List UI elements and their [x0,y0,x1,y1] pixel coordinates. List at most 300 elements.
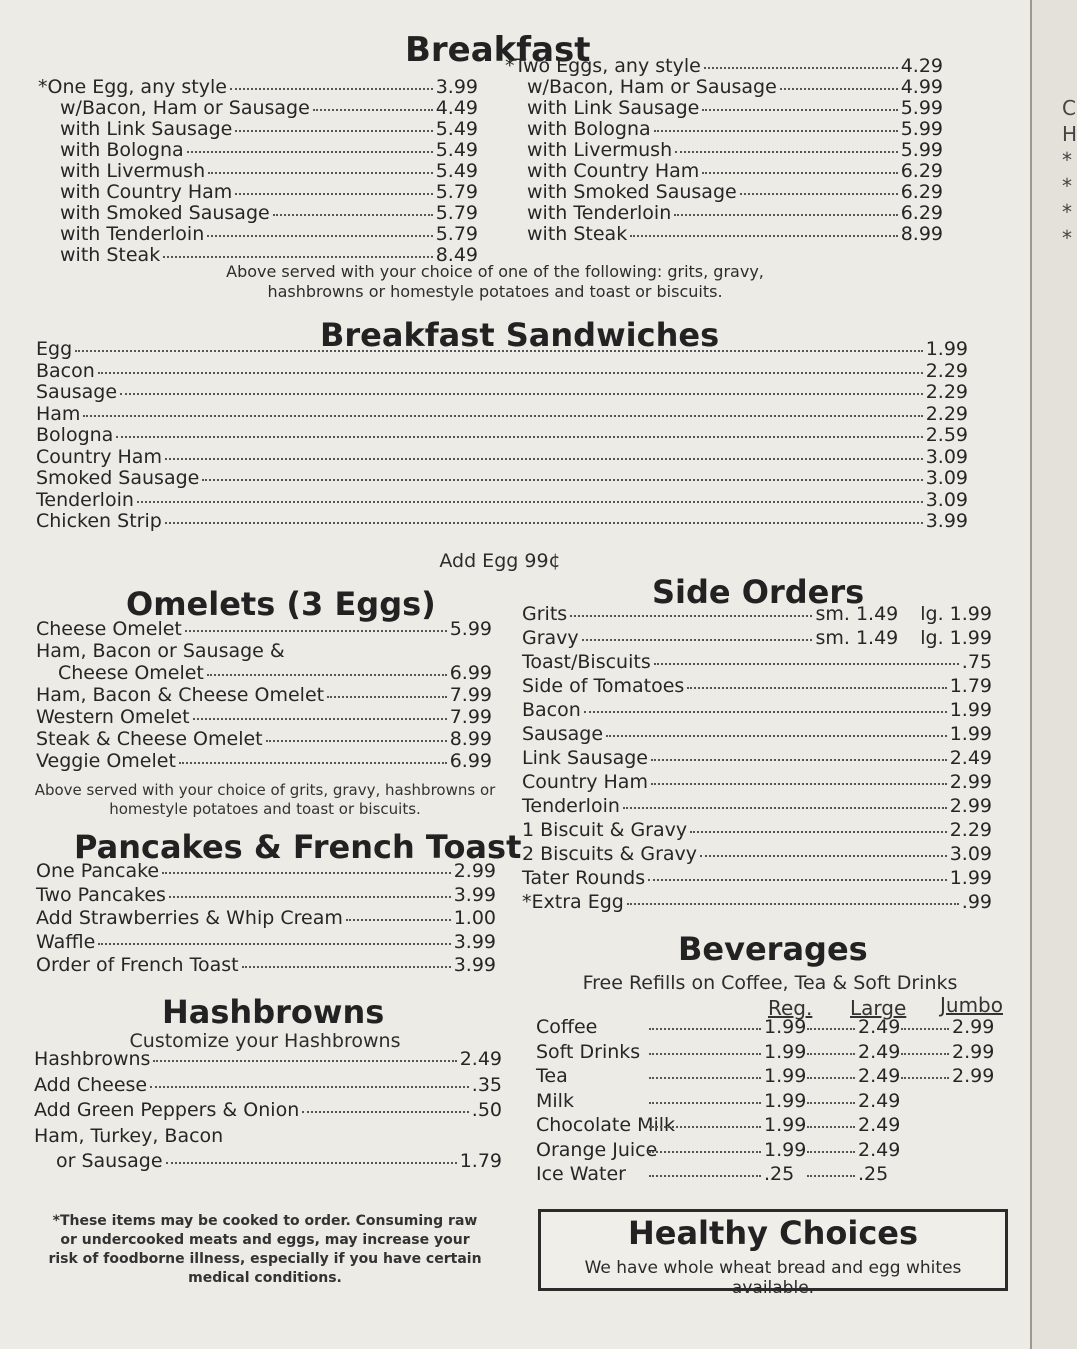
sandwiches-title: Breakfast Sandwiches [320,316,720,354]
item-price: 1.00 [453,907,496,929]
item-price: 2.29 [925,402,968,425]
healthy-choices-box [538,1209,1008,1298]
edge-char: C [1062,96,1076,120]
menu-row [36,909,496,928]
menu-row [36,708,492,727]
dot-leader [570,615,812,617]
price-large: 2.49 [858,1016,901,1038]
item-name: Ham [36,402,81,425]
item-name: with Bologna [60,139,184,161]
item-name: *One Egg, any style [38,76,227,98]
menu-row [522,773,992,792]
beverages-title: Beverages [678,930,868,968]
item-price: 6.29 [900,160,943,182]
dot-leader [654,663,959,665]
item-name: *Extra Egg [522,891,624,913]
dot-leader [630,235,897,237]
beverages-subtitle: Free Refills on Coffee, Tea & Soft Drinks [582,972,958,994]
dot-leader [649,1077,761,1079]
dot-leader [187,151,433,153]
price-large: 2.49 [858,1138,901,1161]
item-name: with Steak [60,244,161,266]
dot-leader [704,67,898,69]
menu-row [36,642,492,661]
item-name: Sausage [36,381,118,403]
price-reg: 1.99 [764,1016,807,1038]
item-price: 3.09 [925,488,968,511]
disclaimer [45,1212,485,1288]
dot-leader [169,896,451,898]
item-price: 8.99 [900,223,943,245]
item-price: 5.49 [435,139,478,161]
item-name: Add Cheese [34,1073,148,1096]
dot-leader [780,88,898,90]
item-name: Country Ham [522,771,648,793]
item-name: w/Bacon, Ham or Sausage [60,97,310,119]
item-name: Soft Drinks [536,1040,641,1063]
item-name: Side of Tomatoes [522,675,685,697]
beverage-row [536,1116,1016,1135]
item-price: 5.79 [435,202,478,224]
item-name: Waffle [36,930,96,953]
menu-row [36,620,492,639]
menu-row [36,730,492,749]
dot-leader [901,1077,949,1079]
item-price: 3.09 [949,843,992,865]
item-price: 3.09 [925,467,968,489]
healthy-choices-title: Healthy Choices [627,1214,919,1252]
item-name: Two Pancakes [36,883,166,906]
item-name: with Livermush [527,139,673,161]
healthy-choices-text: We have whole wheat bread and egg whites available. [584,1258,962,1298]
price-reg: 1.99 [764,1065,807,1087]
item-name: with Steak [527,223,628,245]
dot-leader [179,762,447,764]
item-name: Coffee [536,1016,598,1038]
dot-leader [266,740,447,742]
item-name: Add Strawberries & Whip Cream [36,907,343,929]
dot-leader [690,831,947,833]
dot-leader [687,687,946,689]
item-price: 5.49 [435,118,478,140]
price-large: 2.49 [858,1065,901,1087]
price-reg: 1.99 [764,1138,807,1161]
item-price: 3.99 [453,883,496,906]
dot-leader [807,1077,855,1079]
edge-char: * [1062,200,1072,224]
dot-leader [98,372,923,374]
beverage-header-reg: Reg. [768,996,813,1020]
item-price: 6.29 [900,181,943,203]
item-name: Milk [536,1089,574,1112]
beverage-row [536,1040,1016,1063]
item-name: Steak & Cheese Omelet [36,728,263,750]
item-name: Ham, Bacon or Sausage & [36,640,285,662]
dot-leader [207,235,432,237]
item-name: Tenderloin [36,488,134,511]
menu-row [505,120,943,139]
dot-leader [649,1175,761,1177]
dot-leader [98,943,450,945]
dot-leader [116,436,922,438]
dot-leader [302,1111,469,1113]
item-price: 3.09 [925,445,968,468]
menu-row [36,664,492,683]
item-name: with Country Ham [527,160,700,182]
dot-leader [700,855,947,857]
item-name: Order of French Toast [36,954,239,976]
menu-row [36,752,492,771]
item-price: sm. 1.49 [815,603,899,625]
dot-leader [83,415,922,417]
item-price: 2.49 [459,1048,502,1070]
item-name: Cheese Omelet [36,618,182,640]
dot-leader [807,1102,855,1104]
menu-row [36,686,492,705]
menu-row [522,869,992,888]
item-price: 6.99 [449,750,492,772]
item-name: *Two Eggs, any style [505,55,701,77]
dot-leader [648,879,947,881]
item-name: Toast/Biscuits [522,651,651,673]
dot-leader [807,1175,855,1177]
menu-row [505,141,943,160]
menu-row [34,1073,502,1096]
disclaimer-line2: or undercooked meats and eggs, may increase your [60,1232,470,1248]
breakfast-note-line1: Above served with your choice of one of the following: grits, gravy, [226,262,764,281]
item-name: 1 Biscuit & Gravy [522,819,688,841]
item-price: 1.79 [949,675,992,697]
menu-row [38,225,478,244]
item-price: 6.99 [449,662,492,684]
dot-leader [675,151,898,153]
item-price: 2.29 [949,819,992,841]
item-name: Bologna [36,424,114,446]
menu-row [522,821,992,840]
price-reg: 1.99 [764,1040,807,1063]
dot-leader [313,109,433,111]
disclaimer-line4: medical conditions. [188,1270,342,1286]
dot-leader [163,256,432,258]
dot-leader [162,872,451,874]
dot-leader [674,214,897,216]
item-name: Tea [536,1065,568,1087]
menu-row [505,225,943,244]
item-name: Country Ham [36,445,162,468]
item-price: .99 [961,891,992,913]
item-name: with Country Ham [60,181,233,203]
menu-row [38,183,478,202]
item-price: 5.99 [900,97,943,119]
menu-row [34,1050,502,1069]
dot-leader [235,130,432,132]
item-price: 2.99 [949,771,992,793]
item-name: Gravy [522,627,579,649]
item-price: .35 [471,1073,502,1096]
item-name: Sausage [522,723,604,745]
menu-row [522,893,992,912]
menu-row [38,120,478,139]
item-price: 2.29 [925,381,968,403]
item-name: with Smoked Sausage [60,202,270,224]
item-name: 2 Biscuits & Gravy [522,843,698,865]
menu-row [36,445,968,468]
dot-leader [207,674,447,676]
item-price-large: lg. 1.99 [920,603,992,625]
dot-leader [649,1053,761,1055]
item-price: 5.99 [900,139,943,161]
dot-leader [807,1028,855,1030]
item-price: 3.99 [453,954,496,976]
dot-leader [208,172,433,174]
item-name: or Sausage [56,1150,163,1172]
item-name: Chocolate Milk [536,1114,676,1136]
beverage-row [536,1018,1016,1037]
menu-row [38,141,478,160]
menu-row [38,204,478,223]
dot-leader [807,1053,855,1055]
price-large: 2.49 [858,1089,901,1112]
menu-row [36,862,496,881]
item-price: 3.99 [453,930,496,953]
pancakes-title: Pancakes & French Toast [74,828,522,866]
disclaimer-line1: *These items may be cooked to order. Consuming raw [52,1213,478,1229]
dot-leader [327,696,447,698]
beverage-header-jumbo: Jumbo [940,993,1003,1017]
menu-row [522,653,992,672]
dot-leader [654,130,898,132]
menu-row [36,383,968,402]
item-name: Smoked Sausage [36,467,200,489]
dot-leader [582,639,813,641]
item-price: 1.99 [925,338,968,360]
dot-leader [166,1162,457,1164]
item-price: 2.29 [925,359,968,382]
menu-row [36,488,968,511]
item-price: 4.49 [435,97,478,119]
edge-char: * [1062,226,1072,250]
price-jumbo: 2.99 [952,1065,995,1087]
price-reg: 1.99 [764,1089,807,1112]
dot-leader [185,630,447,632]
item-price: 5.99 [900,118,943,140]
dot-leader [165,522,923,524]
beverage-row [536,1165,1016,1184]
menu-row [522,749,992,768]
price-jumbo: 2.99 [952,1040,995,1063]
dot-leader [242,966,451,968]
dot-leader [627,903,959,905]
menu-row [36,359,968,382]
dot-leader [649,1151,761,1153]
item-price-large: lg. 1.99 [920,627,992,649]
breakfast-note-line2: hashbrowns or homestyle potatoes and toast or biscuits. [267,282,723,301]
menu-row [505,183,943,202]
menu-row [522,701,992,720]
menu-row [522,725,992,744]
menu-row [36,426,968,445]
breakfast-title: Breakfast [405,30,591,70]
dot-leader [901,1028,949,1030]
item-price: 1.79 [459,1150,502,1172]
dot-leader [273,214,433,216]
item-name: Hashbrowns [34,1048,151,1070]
dot-leader [651,783,947,785]
item-name: Bacon [36,359,95,382]
menu-row [36,469,968,488]
menu-row [522,605,992,624]
menu-row [505,57,943,76]
beverage-row [536,1138,1016,1161]
item-price: 5.49 [435,160,478,182]
item-price: 1.99 [949,699,992,721]
item-price: 3.99 [435,76,478,98]
menu-row [522,629,992,648]
dot-leader [901,1053,949,1055]
menu-row [38,99,478,118]
item-name: Egg [36,338,73,360]
dot-leader [606,735,947,737]
dot-leader [165,458,923,460]
item-price: 7.99 [449,684,492,706]
dot-leader [346,919,451,921]
item-name: Bacon [522,699,581,721]
edge-char: * [1062,148,1072,172]
dot-leader [235,193,432,195]
item-name: Ham, Bacon & Cheese Omelet [36,684,325,706]
item-name: with Tenderloin [527,202,672,224]
hashbrowns-title: Hashbrowns [162,993,385,1031]
omelets-title: Omelets (3 Eggs) [126,585,436,623]
omelets-note-line1: Above served with your choice of grits, gravy, hashbrowns or [34,781,496,799]
item-name: Tater Rounds [522,867,646,889]
item-name: Ham, Turkey, Bacon [34,1124,224,1147]
edge-char: * [1062,174,1072,198]
menu-row [34,1152,502,1171]
item-price: 1.99 [949,723,992,745]
menu-row [36,402,968,425]
menu-row [505,78,943,97]
dot-leader [584,711,947,713]
item-price: 5.99 [449,618,492,640]
price-large: 2.49 [858,1040,901,1063]
item-name: Orange Juice [536,1138,658,1161]
item-price: 5.79 [435,181,478,203]
item-name: with Link Sausage [60,118,233,140]
price-large: .25 [858,1163,889,1185]
item-name: Cheese Omelet [58,662,204,684]
item-price: 4.99 [900,76,943,98]
item-price: 6.29 [900,202,943,224]
menu-row [36,956,496,975]
dot-leader [623,807,947,809]
menu-row [522,677,992,696]
dot-leader [202,479,922,481]
item-price: 2.99 [949,795,992,817]
dot-leader [153,1060,456,1062]
item-price: sm. 1.49 [815,627,899,649]
menu-row [505,204,943,223]
dot-leader [137,501,923,503]
menu-row [505,99,943,118]
menu-row [36,883,496,906]
dot-leader [807,1126,855,1128]
dot-leader [702,109,897,111]
dot-leader [120,393,923,395]
item-price: 8.99 [449,728,492,750]
item-name: with Smoked Sausage [527,181,737,203]
dot-leader [740,193,898,195]
price-jumbo: 2.99 [952,1016,995,1038]
item-name: with Livermush [60,160,206,182]
dot-leader [649,1102,761,1104]
item-name: One Pancake [36,860,160,882]
menu-row [522,797,992,816]
item-name: Western Omelet [36,706,190,728]
beverage-header-large: Large [850,996,907,1020]
add-egg-note: Add Egg 99¢ [439,550,561,572]
item-name: Veggie Omelet [36,750,176,772]
item-name: with Tenderloin [60,223,205,245]
dot-leader [193,718,447,720]
menu-row [34,1124,502,1147]
dot-leader [651,759,947,761]
side-orders-title: Side Orders [652,573,865,611]
item-price: .75 [961,651,992,673]
item-name: with Link Sausage [527,97,700,119]
item-price: 7.99 [449,706,492,728]
dot-leader [230,88,433,90]
menu-row [38,78,478,97]
price-large: 2.49 [858,1114,901,1136]
dot-leader [702,172,897,174]
menu-row [522,845,992,864]
item-price: .50 [471,1099,502,1121]
menu-row [36,512,968,531]
dot-leader [649,1028,761,1030]
item-price: 4.29 [900,55,943,77]
item-name: Link Sausage [522,747,648,769]
price-reg: .25 [764,1163,795,1185]
item-price: 8.49 [435,244,478,266]
disclaimer-line3: risk of foodborne illness, especially if you have certain [48,1251,482,1267]
item-name: w/Bacon, Ham or Sausage [527,76,777,98]
adjacent-page-edge [1030,0,1077,1349]
edge-char: H [1062,122,1077,146]
item-price: 2.99 [453,860,496,882]
menu-row [34,1101,502,1120]
beverage-row [536,1067,1016,1086]
item-price: 1.99 [949,867,992,889]
menu-row [505,162,943,181]
item-name: with Bologna [527,118,651,140]
item-name: Tenderloin [522,795,620,817]
item-price: 2.59 [925,424,968,446]
item-name: Grits [522,603,568,625]
menu-row [38,162,478,181]
item-name: Add Green Peppers & Onion [34,1099,300,1121]
item-name: Ice Water [536,1163,626,1185]
dot-leader [649,1126,761,1128]
item-price: 3.99 [925,510,968,532]
omelets-note-line2: homestyle potatoes and toast or biscuits. [109,800,421,818]
hashbrowns-subtitle: Customize your Hashbrowns [129,1030,401,1052]
dot-leader [150,1086,469,1088]
dot-leader [75,350,923,352]
menu-row [36,340,968,359]
dot-leader [807,1151,855,1153]
price-reg: 1.99 [764,1114,807,1136]
